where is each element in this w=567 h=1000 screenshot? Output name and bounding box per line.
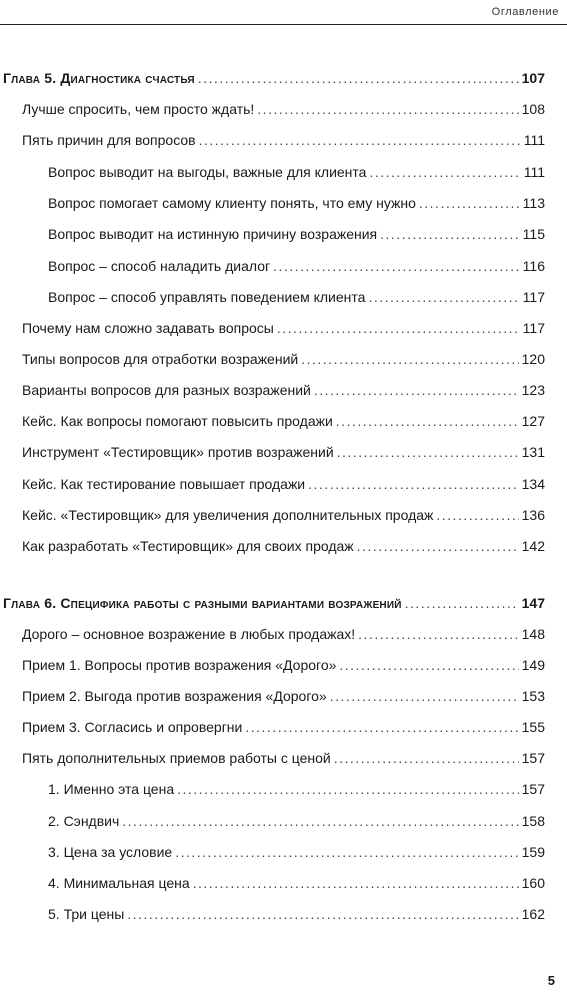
toc-page-number: 107 [521,70,545,86]
toc-leader-dots [277,320,520,336]
toc-leader-dots [245,719,518,735]
toc-leader-dots [175,844,518,860]
toc-subentry[interactable] [48,164,545,180]
toc-leader-dots [273,258,520,274]
toc-entry-title: Прием 3. Согласись и опровергни [22,719,243,735]
running-head: Оглавление [491,6,559,18]
toc-entry[interactable] [22,476,545,492]
toc-leader-dots [380,226,520,242]
toc-leader-dots [330,688,519,704]
toc-entry-title: 4. Минимальная цена [48,875,190,891]
toc-entry[interactable] [22,657,545,673]
toc-entry-title: Почему нам сложно задавать вопросы [22,320,274,336]
toc-entry[interactable] [22,626,545,642]
toc-leader-dots [334,750,519,766]
toc-leader-dots [199,132,521,148]
toc-chapter-title: Глава 5. Диагностика счастья [3,70,195,86]
toc-entry[interactable] [22,750,545,766]
toc-page-number: 159 [521,844,545,860]
toc-entry-title: Дорого – основное возражение в любых продажах! [22,626,356,642]
toc-page-number: 120 [521,351,545,367]
toc-entry[interactable] [22,719,545,735]
toc-leader-dots [436,507,518,523]
toc-leader-dots [419,195,520,211]
toc-entry[interactable] [22,101,545,117]
toc-entry[interactable] [22,444,545,460]
toc-chapter-title: Глава 6. Специфика работы с разными вариантами возражений [3,595,402,611]
toc-entry-title: Вопрос – способ наладить диалог [48,258,271,274]
toc-entry-title: Прием 1. Вопросы против возражения «Дорого» [22,657,337,673]
toc-subentry[interactable] [48,258,545,274]
toc-entry-title: 2. Сэндвич [48,813,120,829]
toc-entry[interactable] [22,688,545,704]
toc-subentry[interactable] [48,906,545,922]
toc-chapter-heading[interactable] [3,70,545,86]
toc-page-number: 155 [521,719,545,735]
toc-page-number: 117 [522,289,545,305]
toc-entry-title: 5. Три цены [48,906,125,922]
toc-leader-dots [127,906,518,922]
toc-entry-title: Вопрос – способ управлять поведением клиента [48,289,366,305]
toc-page-number: 157 [521,781,545,797]
toc-leader-dots [193,875,519,891]
toc-entry-title: Типы вопросов для отработки возражений [22,351,299,367]
toc-entry-title: 3. Цена за условие [48,844,173,860]
toc-subentry[interactable] [48,844,545,860]
toc-leader-dots [337,444,519,460]
toc-subentry[interactable] [48,781,545,797]
toc-entry-title: Пять причин для вопросов [22,132,196,148]
toc-page-number: 136 [521,507,545,523]
toc-entry-title: Кейс. «Тестировщик» для увеличения дополнительных продаж [22,507,434,523]
toc-entry-title: Инструмент «Тестировщик» против возражений [22,444,334,460]
toc-page-number: 153 [521,688,545,704]
toc-page-number: 157 [521,750,545,766]
toc-chapter-heading[interactable] [3,595,545,611]
toc-page-number: 113 [522,195,545,211]
toc-leader-dots [301,351,518,367]
toc-page-number: 160 [521,875,545,891]
header-rule [0,24,567,25]
toc-leader-dots [357,538,519,554]
toc-leader-dots [336,413,519,429]
toc-page-number: 117 [522,320,545,336]
toc-page-number: 162 [521,906,545,922]
toc-leader-dots [122,813,518,829]
toc-leader-dots [358,626,518,642]
toc-page-number: 127 [521,413,545,429]
toc-entry[interactable] [22,382,545,398]
toc-page-number: 123 [521,382,545,398]
toc-entry-title: Кейс. Как вопросы помогают повысить продажи [22,413,333,429]
toc-page-number: 142 [521,538,545,554]
toc-subentry[interactable] [48,226,545,242]
toc-subentry[interactable] [48,195,545,211]
toc-subentry[interactable] [48,289,545,305]
toc-leader-dots [198,70,519,86]
toc-leader-dots [368,289,519,305]
toc-page-number: 108 [521,101,545,117]
toc-entry-title: Вопрос выводит на истинную причину возражения [48,226,378,242]
toc-entry-title: Вопрос помогает самому клиенту понять, что ему нужно [48,195,416,211]
toc-entry[interactable] [22,132,545,148]
toc-leader-dots [405,595,519,611]
toc-entry[interactable] [22,413,545,429]
toc-leader-dots [369,164,520,180]
toc-entry-title: Варианты вопросов для разных возражений [22,382,311,398]
toc-page-number: 131 [521,444,545,460]
toc-leader-dots [339,657,518,673]
toc-entry[interactable] [22,320,545,336]
toc-leader-dots [177,781,519,797]
toc-page-number: 111 [523,164,545,180]
toc-entry-title: Вопрос выводит на выгоды, важные для клиента [48,164,367,180]
toc-page-number: 148 [521,626,545,642]
toc-page-number: 111 [523,132,545,148]
toc-entry-title: Пять дополнительных приемов работы с ценой [22,750,331,766]
toc-page-number: 147 [521,595,545,611]
toc-entry[interactable] [22,538,545,554]
toc-leader-dots [308,476,519,492]
toc-page-number: 115 [522,226,545,242]
toc-page-number: 158 [521,813,545,829]
toc-entry-title: Прием 2. Выгода против возражения «Дорого» [22,688,327,704]
toc-entry-title: Кейс. Как тестирование повышает продажи [22,476,306,492]
toc-page-number: 149 [521,657,545,673]
toc-leader-dots [314,382,519,398]
toc-leader-dots [257,101,518,117]
toc-page-number: 116 [522,258,545,274]
toc-subentry[interactable] [48,875,545,891]
page-number: 5 [547,973,555,988]
toc-page-number: 134 [521,476,545,492]
toc-entry-title: 1. Именно эта цена [48,781,175,797]
toc-subentry[interactable] [48,813,545,829]
toc-entry[interactable] [22,507,545,523]
toc-entry-title: Как разработать «Тестировщик» для своих продаж [22,538,354,554]
toc-entry-title: Лучше спросить, чем просто ждать! [22,101,255,117]
toc-entry[interactable] [22,351,545,367]
